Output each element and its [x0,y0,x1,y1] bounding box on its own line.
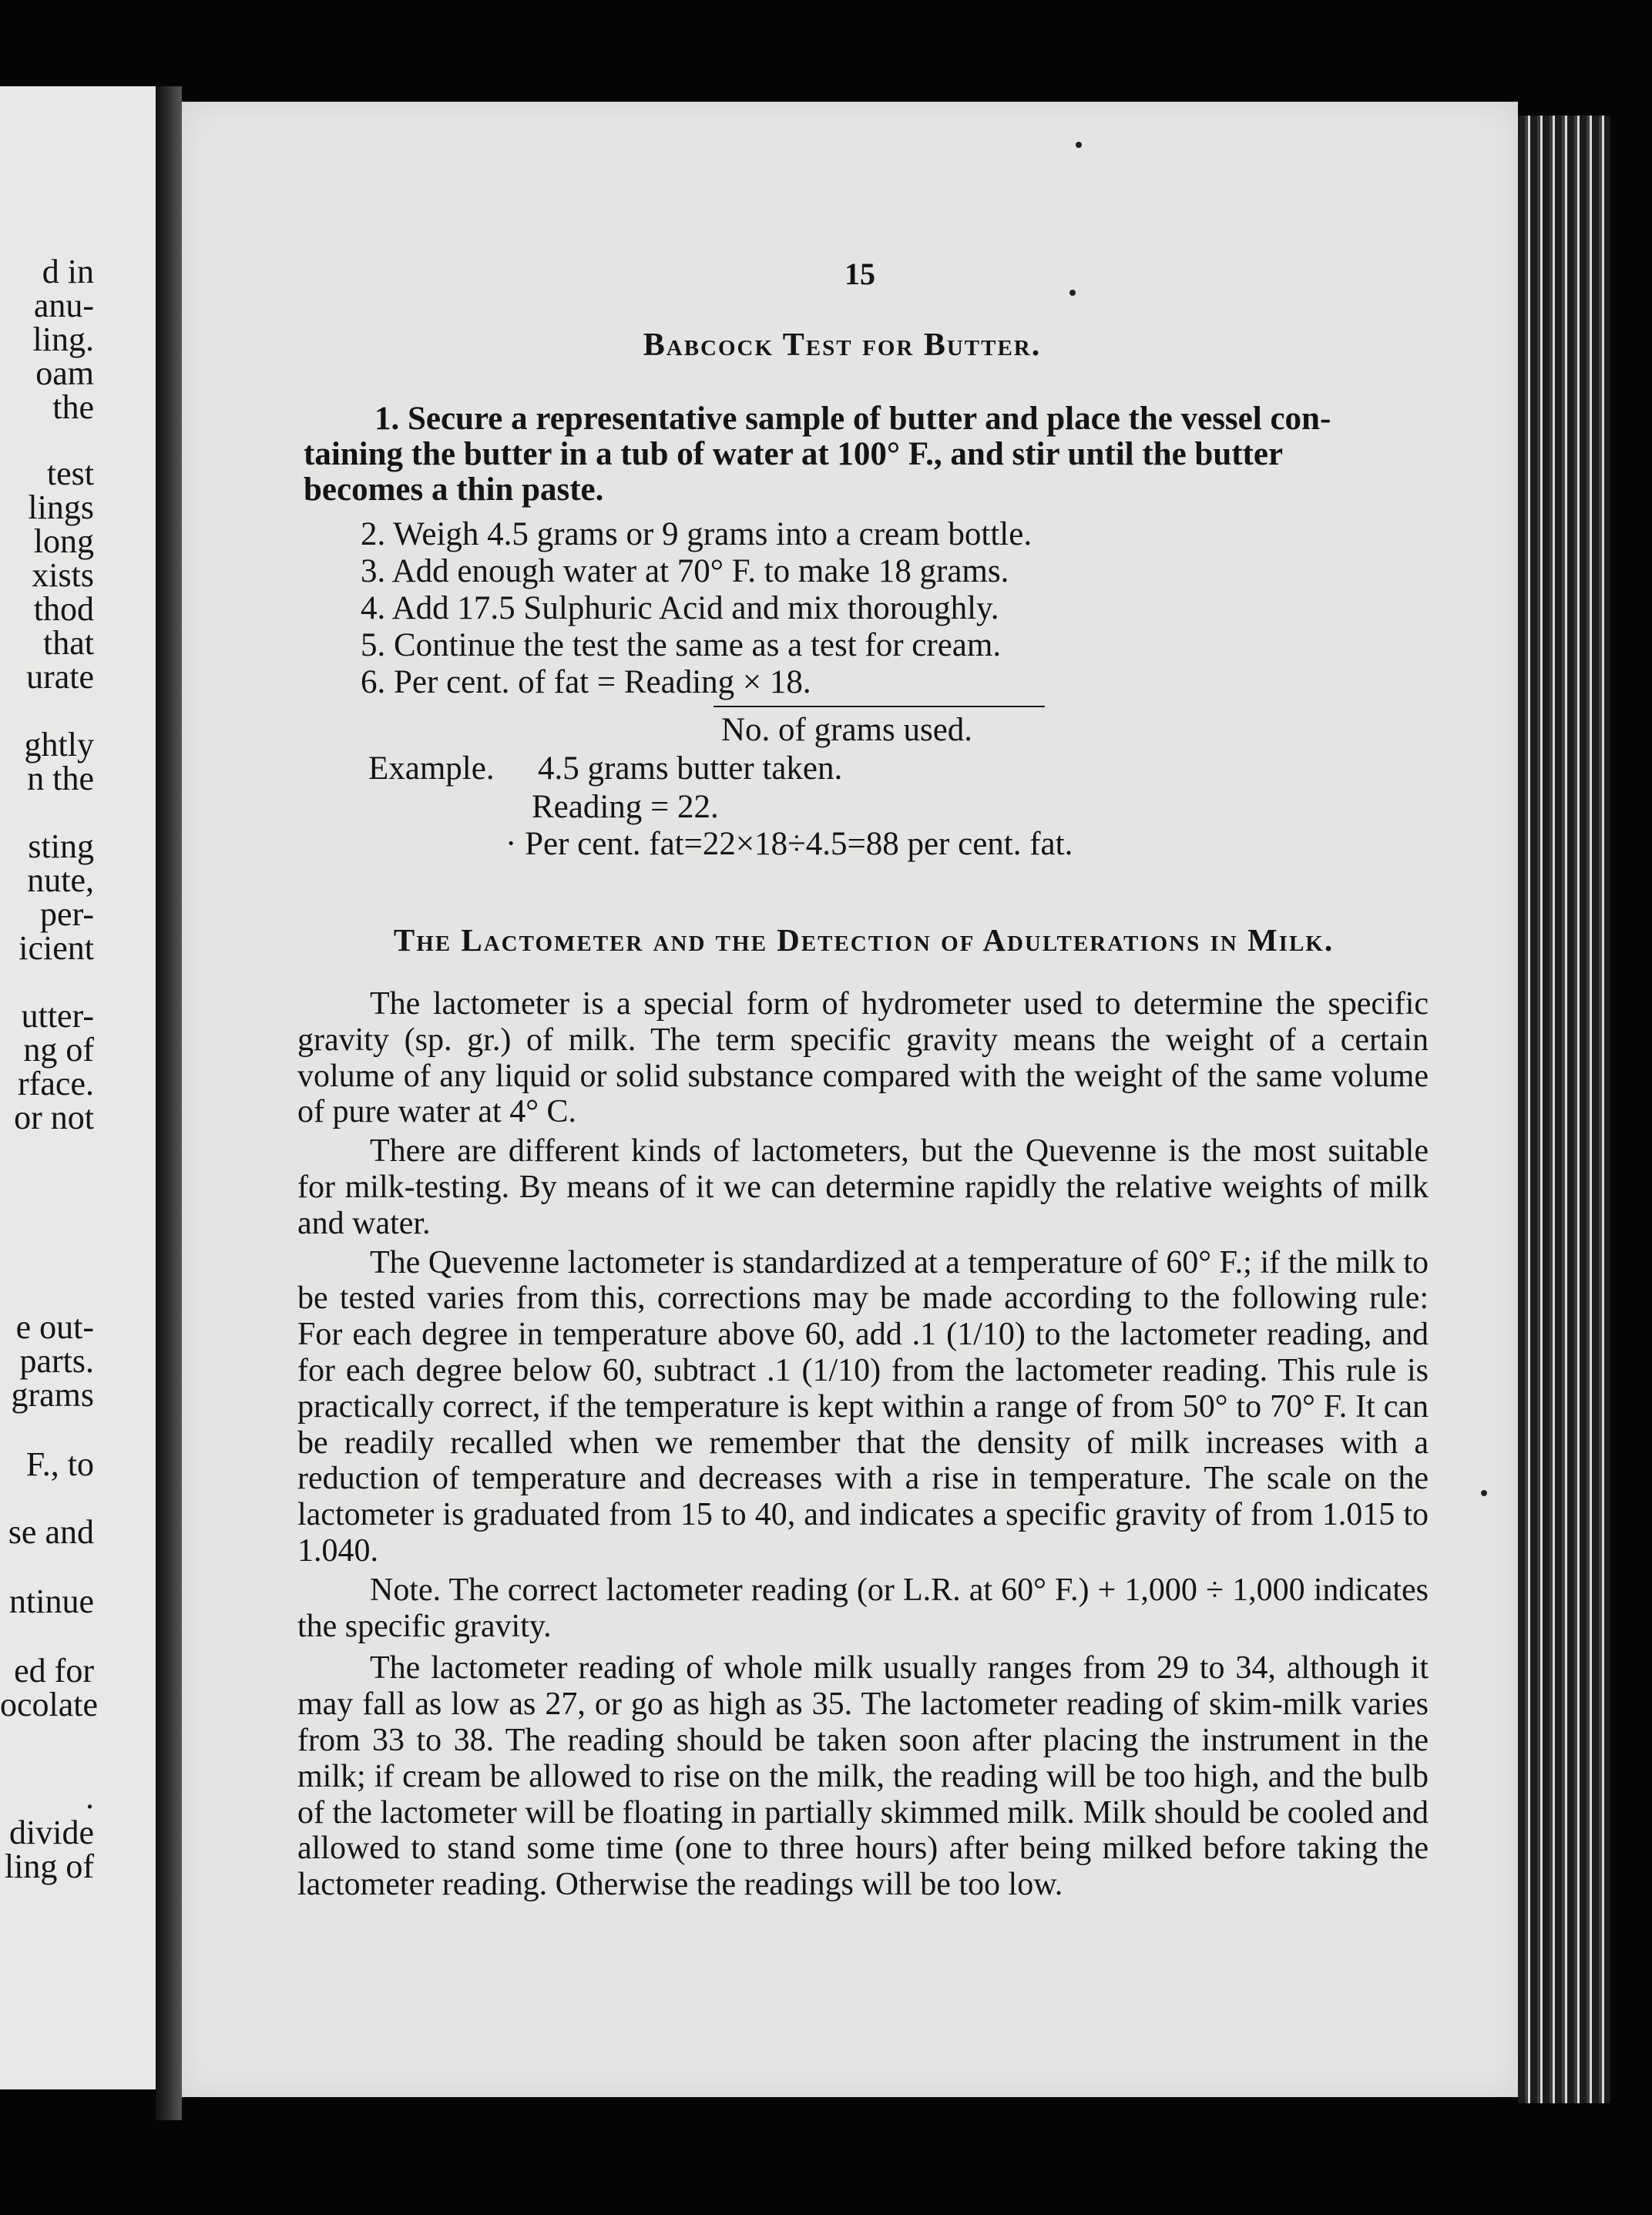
paragraph-readings: The lactometer reading of whole milk usually ranges from 29 to 34, although it may fall as low as 27, or go as high as 35. The lactometer reading of skim-milk varies from 33 to 38. The reading should be taken soon after placing the instrument in the milk; if cream be allowed to rise on the milk, the reading will be too high, and the bulb of the lactometer will be floating in partially skimmed milk. Milk should be cooled and allowed to stand some time (one to three hours) after being milked before taking the lactometer reading. Otherwise the readings will be too low. [297,1650,1429,1903]
left-page-text-fragment: icient [18,929,94,967]
left-page-text-fragment: long [33,522,94,560]
page-edges [1518,116,1610,2103]
left-page-text-fragment: xists [32,556,94,594]
fraction-bar [714,706,1045,707]
left-page-text-fragment: ntinue [9,1582,94,1620]
step1-line2: taining the butter in a tub of water at 100° F., and stir until the butter [304,436,1284,472]
left-page-text-fragment: rface. [18,1065,94,1102]
left-page-text-fragment: ling of [4,1848,94,1885]
left-page-text-fragment: oam [35,354,94,392]
example-line2: Reading = 22. [532,789,719,825]
left-page-text-fragment: ling. [32,321,94,358]
step-2: 2. Weigh 4.5 grams or 9 grams into a cream bottle. [361,516,1032,552]
babcock-heading: Babcock Test for Butter. [643,327,1042,363]
example-label: Example. [368,750,495,787]
left-page-text-fragment: or not [14,1099,94,1136]
left-page-text-fragment: utter- [21,997,94,1035]
left-page-text-fragment: sting [28,827,94,865]
page-content [182,102,1518,2097]
left-page-fragment [0,86,156,2089]
step-3: 3. Add enough water at 70° F. to make 18 grams. [361,553,1009,589]
left-page-text-fragment: e out- [15,1308,94,1346]
left-page-text-fragment: ghtly [24,726,94,764]
left-page-text-fragment: F., to [25,1445,94,1483]
left-page-text-fragment: d in [42,253,94,290]
paragraph-note: Note. The correct lactometer reading (or L.R. at 60° F.) + 1,000 ÷ 1,000 indicates the specific gravity. [297,1572,1429,1644]
lactometer-heading: The Lactometer and the Detection of Adulterations in Milk. [393,922,1335,958]
left-page-text-fragment: grams [11,1376,94,1414]
left-page-text-fragment: nute, [27,861,94,899]
left-page-text-fragment: ng of [23,1031,94,1069]
paragraph-quevenne: The Quevenne lactometer is standardized at a temperature of 60° F.; if the milk to be tested varies from this, corrections may be made according to the following rule: For each degree in temperature above 60, add .1 (1/10) to the lactometer reading, and for each degree below 60, subtract .1 (1/10) from the lactometer reading. This rule is practically correct, if the temperature is kept within a range of from 50° to 70° F. It can be readily recalled when we remember that the density of milk increases with a reduction of temperature and decreases with a rise in temperature. The scale on the lactometer is graduated from 15 to 40, and indicates a specific gravity of from 1.015 to 1.040. [297,1244,1429,1569]
page-number: 15 [844,257,875,291]
example-line1: 4.5 grams butter taken. [538,750,843,787]
left-page-text-fragment: per- [40,895,94,933]
step-6-denominator: No. of grams used. [721,712,973,748]
left-page-text-fragment: the [52,388,94,426]
step1-line1: 1. Secure a representative sample of butter and place the vessel con- [374,401,1331,437]
left-page-text-fragment: that [43,624,94,662]
left-page-text-fragment: test [46,455,94,492]
step1-line3: becomes a thin paste. [304,472,604,508]
left-page-text-fragment: parts. [19,1342,94,1380]
left-page-text-fragment: divide [9,1814,94,1851]
left-page-text-fragment: anu- [33,287,94,324]
paragraph-definition: The lactometer is a special form of hydrometer used to determine the specific gravity (sp. gr.) of milk. The term specific gravity means the weight of a certain volume of any liquid or solid substance compared with the weight of the same volume of pure water at 4° C. [297,986,1429,1130]
left-page-text-fragment: urate [26,658,94,696]
left-page-text-fragment: lings [28,488,94,526]
book-gutter [156,86,182,2120]
step-6: 6. Per cent. of fat = Reading × 18. [361,664,811,700]
left-page-text-fragment: ed for [14,1652,94,1690]
paragraph-kinds: There are different kinds of lactometers, but the Quevenne is the most suitable for milk-testing. By means of it we can determine rapidly the relative weights of milk and water. [297,1133,1429,1241]
lactometer-body [297,986,1429,1903]
step-5: 5. Continue the test the same as a test for cream. [361,627,1002,663]
example-line3: · Per cent. fat=22×18÷4.5=88 per cent. fat. [505,826,1073,862]
left-page-text-fragment: . [86,1778,94,1816]
left-page-text-fragment: n the [27,760,94,797]
book-page [182,102,1518,2097]
step-4: 4. Add 17.5 Sulphuric Acid and mix thoroughly. [361,590,999,626]
left-page-text-fragment: ocolate [0,1686,99,1723]
left-page-text-fragment: se and [8,1513,94,1551]
left-page-text-fragment: thod [33,590,94,628]
